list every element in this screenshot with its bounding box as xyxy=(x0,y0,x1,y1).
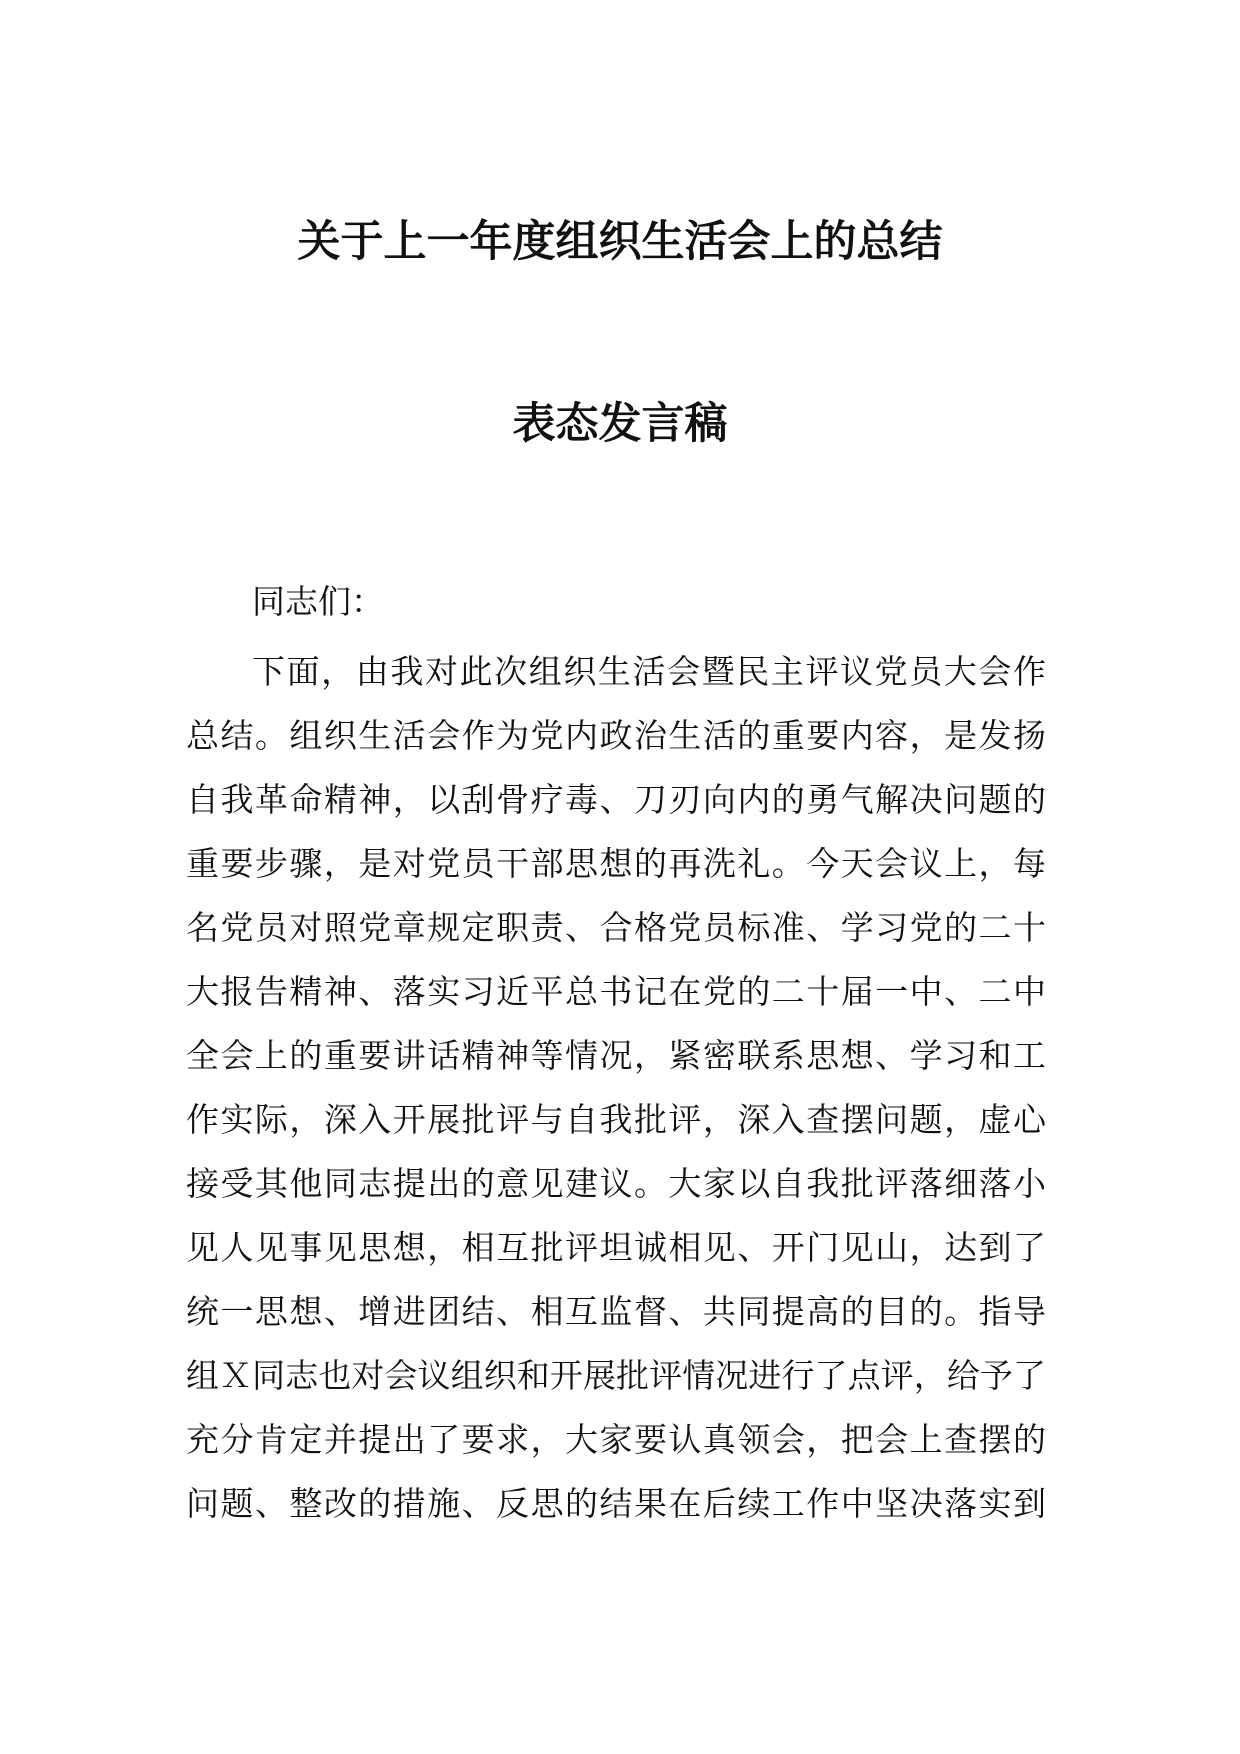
body-line: 全会上的重要讲话精神等情况，紧密联系思想、学习和工 xyxy=(186,1036,1046,1075)
body-line: 总结。组织生活会作为党内政治生活的重要内容，是发扬 xyxy=(186,716,1046,755)
body-line: 充分肯定并提出了要求，大家要认真领会，把会上查摆的 xyxy=(186,1420,1046,1459)
body-line: 下面，由我对此次组织生活会暨民主评议党员大会作 xyxy=(252,652,1046,691)
document-title-line-1: 关于上一年度组织生活会上的总结 xyxy=(297,217,943,267)
body-line: 作实际，深入开展批评与自我批评，深入查摆问题，虚心 xyxy=(186,1100,1046,1139)
body-paragraph xyxy=(186,640,1046,1536)
body-line: 大报告精神、落实习近平总书记在党的二十届一中、二中 xyxy=(186,972,1046,1011)
body-line: 组Ｘ同志也对会议组织和开展批评情况进行了点评，给予了 xyxy=(186,1356,1046,1395)
body-line: 自我革命精神，以刮骨疗毒、刀刃向内的勇气解决问题的 xyxy=(186,780,1046,819)
body-line: 见人见事见思想，相互批评坦诚相见、开门见山，达到了 xyxy=(186,1228,1046,1267)
salutation: 同志们： xyxy=(252,582,384,621)
body-line: 名党员对照党章规定职责、合格党员标准、学习党的二十 xyxy=(186,908,1046,947)
document-title-line-2: 表态发言稿 xyxy=(512,399,728,449)
body-line: 问题、整改的措施、反思的结果在后续工作中坚决落实到 xyxy=(186,1484,1046,1523)
body-line: 重要步骤，是对党员干部思想的再洗礼。今天会议上，每 xyxy=(186,844,1046,883)
body-line: 接受其他同志提出的意见建议。大家以自我批评落细落小 xyxy=(186,1164,1046,1203)
body-line: 统一思想、增进团结、相互监督、共同提高的目的。指导 xyxy=(186,1292,1046,1331)
